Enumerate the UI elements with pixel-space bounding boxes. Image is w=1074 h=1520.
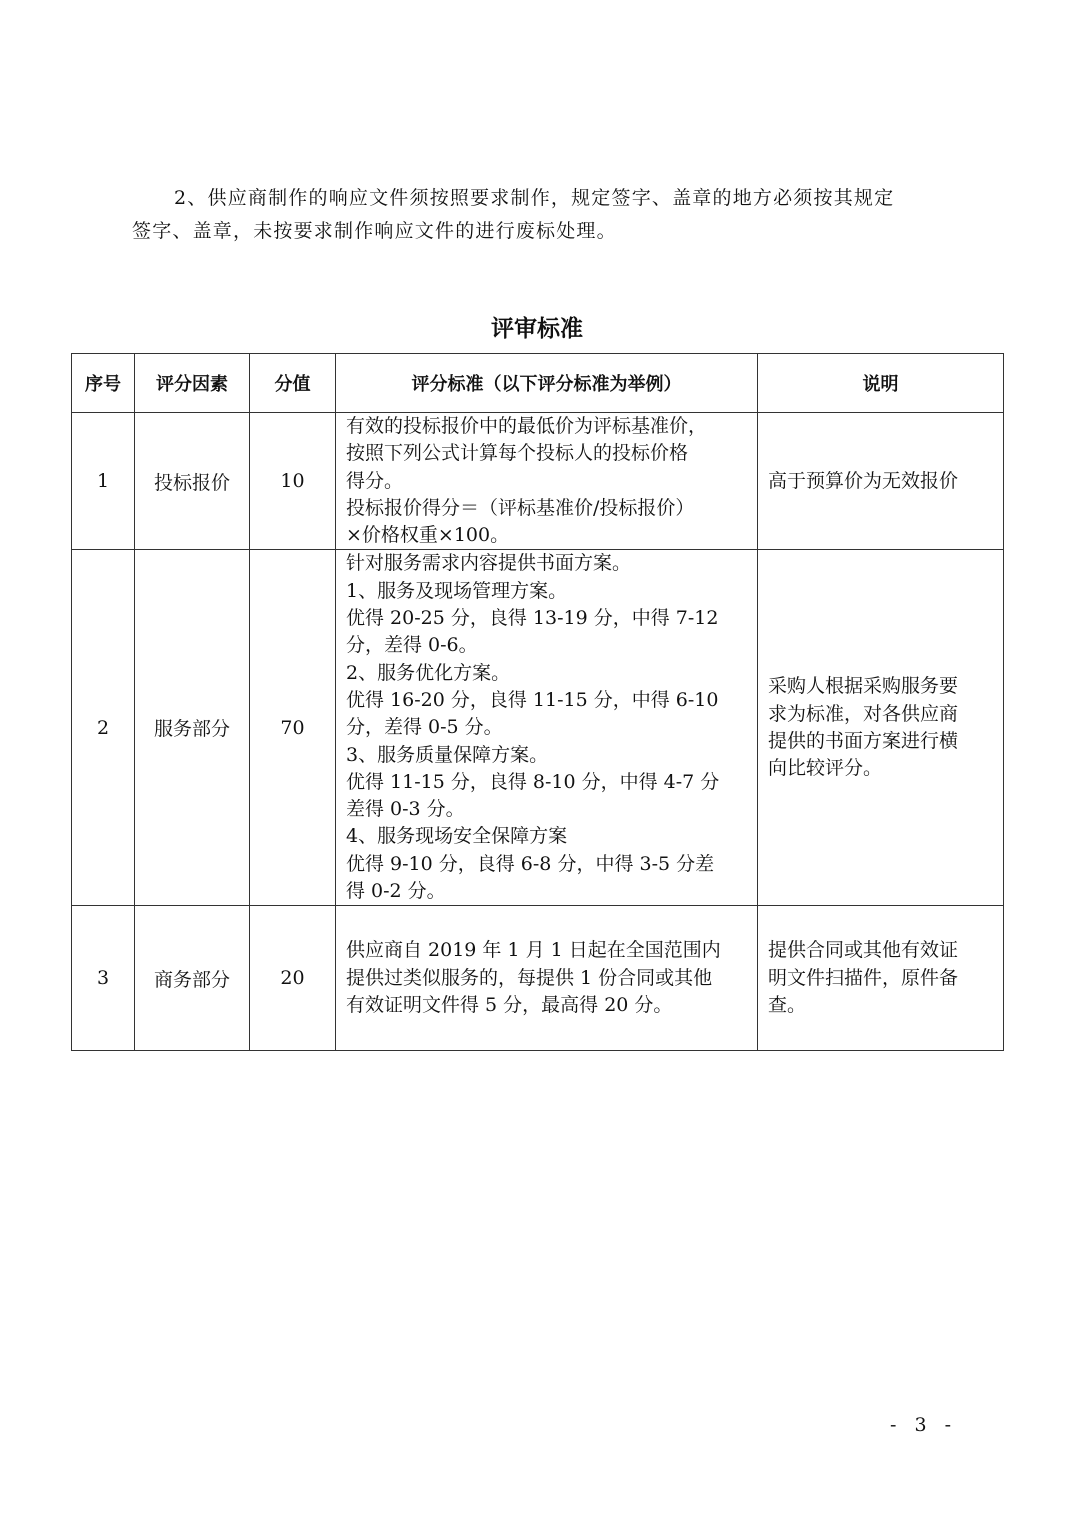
criteria-line: 得 0-2 分。 [346, 880, 446, 903]
note-line: 采购人根据采购服务要 [768, 675, 959, 698]
table-row [72, 413, 1004, 550]
row-criteria [336, 550, 758, 906]
header-note: 说明 [758, 354, 1004, 413]
criteria-line: 提供过类似服务的，每提供 1 份合同或其他 [346, 966, 713, 989]
header-factor: 评分因素 [135, 354, 250, 413]
criteria-line: 2、服务优化方案。 [346, 661, 511, 684]
row-note [758, 906, 1004, 1051]
row-factor: 服务部分 [135, 550, 250, 906]
row-score: 10 [250, 413, 336, 550]
row-score: 70 [250, 550, 336, 906]
criteria-line: 差得 0-3 分。 [346, 798, 465, 821]
page-number: - 3 - [890, 1414, 958, 1436]
row-criteria [336, 413, 758, 550]
criteria-line: 有效证明文件得 5 分，最高得 20 分。 [346, 993, 673, 1016]
criteria-line: 4、服务现场安全保障方案 [346, 825, 568, 848]
table-row [72, 906, 1004, 1051]
criteria-line: 供应商自 2019 年 1 月 1 日起在全国范围内 [346, 939, 721, 962]
row-note [758, 550, 1004, 906]
note-line: 求为标准，对各供应商 [768, 702, 959, 725]
criteria-line: 针对服务需求内容提供书面方案。 [346, 552, 632, 575]
note-line: 高于预算价为无效报价 [768, 469, 959, 492]
intro-line-1: 2、供应商制作的响应文件须按照要求制作，规定签字、盖章的地方必须按其规定 [174, 187, 895, 209]
row-number: 2 [72, 550, 135, 906]
criteria-line: 1、服务及现场管理方案。 [346, 579, 568, 602]
note-line: 明文件扫描件，原件备 [768, 966, 959, 989]
row-criteria [336, 906, 758, 1051]
note-line: 向比较评分。 [768, 757, 883, 780]
header-score: 分值 [250, 354, 336, 413]
criteria-line: 分，差得 0-5 分。 [346, 716, 503, 739]
row-note [758, 413, 1004, 550]
criteria-line: 得分。 [346, 469, 404, 492]
section-title: 评审标准 [491, 316, 583, 342]
table-row [72, 550, 1004, 906]
criteria-line: 优得 11-15 分，良得 8-10 分，中得 4-7 分 [346, 770, 720, 793]
evaluation-table [71, 353, 1004, 1051]
intro-line-2: 签字、盖章，未按要求制作响应文件的进行废标处理。 [132, 220, 617, 242]
criteria-line: 分，差得 0-6。 [346, 634, 478, 657]
table-header-row [72, 354, 1004, 413]
criteria-line: 有效的投标报价中的最低价为评标基准价， [346, 415, 708, 437]
criteria-line: ×价格权重×100。 [346, 524, 510, 547]
row-factor: 投标报价 [135, 413, 250, 550]
criteria-line: 优得 9-10 分，良得 6-8 分，中得 3-5 分差 [346, 852, 715, 875]
criteria-line: 3、服务质量保障方案。 [346, 743, 549, 766]
row-number: 3 [72, 906, 135, 1051]
note-line: 提供合同或其他有效证 [768, 939, 959, 962]
criteria-line: 投标报价得分＝（评标基准价/投标报价） [346, 496, 695, 519]
row-number: 1 [72, 413, 135, 550]
criteria-line: 优得 20-25 分，良得 13-19 分，中得 7-12 [346, 607, 719, 630]
note-line: 查。 [768, 993, 807, 1016]
note-line: 提供的书面方案进行横 [768, 729, 959, 752]
criteria-line: 按照下列公式计算每个投标人的投标价格 [346, 442, 689, 465]
header-criteria: 评分标准（以下评分标准为举例） [336, 354, 758, 413]
header-no: 序号 [72, 354, 135, 413]
row-score: 20 [250, 906, 336, 1051]
row-factor: 商务部分 [135, 906, 250, 1051]
intro-paragraph [132, 182, 962, 248]
criteria-line: 优得 16-20 分，良得 11-15 分，中得 6-10 [346, 688, 719, 711]
